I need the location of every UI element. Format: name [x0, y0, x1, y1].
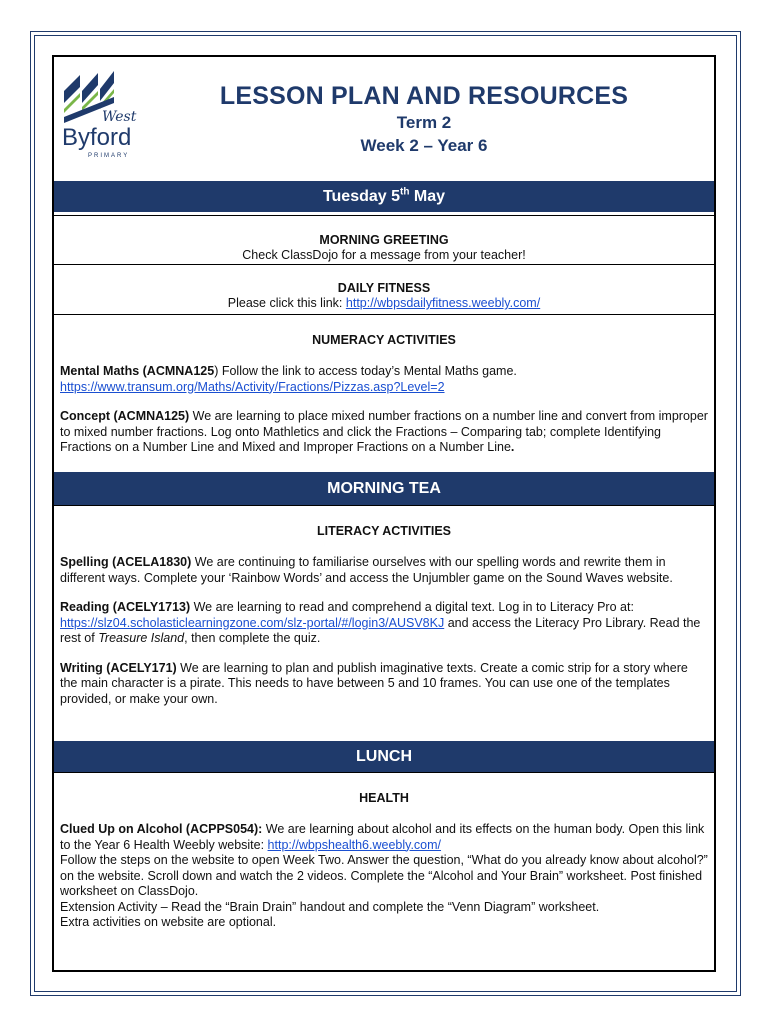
extra-activities-text: Extra activities on website are optional. [60, 915, 277, 929]
mental-maths-paragraph [54, 364, 714, 395]
spelling-paragraph [54, 555, 714, 586]
concept-text: We are learning to place mixed number fractions on a number line and convert from improper to mixed number fractions. Log onto Mathletics and click the Fractions – Comparing tab; complete Identifying Fractions on a Number Line and Mixed and Improper Fractions on a Number Line [60, 409, 708, 454]
literacy-pro-link[interactable]: https://slz04.scholasticlearningzone.com/slz-portal/#/login3/AUSV8KJ [60, 615, 445, 630]
morning-greeting-text: Check ClassDojo for a message from your teacher! [242, 248, 526, 262]
lunch-banner: LUNCH [54, 741, 714, 772]
health-paragraph [54, 822, 714, 931]
health-text-1: We are learning about alcohol and its effects on the human body. Open this link to the Year 6 Health Weebly website: [60, 822, 705, 852]
month-text: May [409, 188, 446, 205]
health-text-2: Follow the steps on the website to open Week Two. Answer the question, “What do you already know about alcohol?” on the website. Scroll down and watch the 2 videos. Complete the “Alcohol and Your Brain” worksheet. Post finished worksheet on ClassDojo. [60, 853, 708, 898]
term-label: Term 2 [396, 113, 452, 132]
mental-maths-link[interactable]: https://www.transum.org/Maths/Activity/Fractions/Pizzas.asp?Level=2 [60, 379, 445, 394]
reading-text-3: , then complete the quiz. [184, 631, 321, 645]
mental-maths-label: Mental Maths (ACMNA125 [60, 364, 215, 378]
health-weebly-link[interactable]: http://wbpshealth6.weebly.com/ [267, 837, 442, 852]
reading-label: Reading (ACELY1713) [60, 600, 191, 614]
spelling-label: Spelling (ACELA1830) [60, 555, 192, 569]
svg-text:Byford: Byford [62, 124, 132, 151]
numeracy-heading: NUMERACY ACTIVITIES [312, 333, 456, 347]
page-header [54, 57, 714, 181]
reading-text-2: and access the Literacy Pro Library. Read the rest of [60, 615, 701, 645]
writing-paragraph [54, 661, 714, 708]
daily-fitness-link[interactable]: http://wbpsdailyfitness.weebly.com/ [345, 296, 541, 310]
spelling-text: We are continuing to familiarise ourselves with our spelling words and rewrite them in different ways. Complete your ‘Rainbow Words’ and access the Unjumbler game on the Sound Waves website. [60, 555, 673, 585]
health-section [54, 772, 714, 970]
svg-text:PRIMARY: PRIMARY [88, 153, 130, 159]
reading-paragraph [54, 600, 714, 647]
day-text: Tuesday 5 [322, 188, 401, 205]
literacy-heading: LITERACY ACTIVITIES [316, 524, 452, 538]
daily-fitness-heading: DAILY FITNESS [337, 281, 431, 295]
svg-text:West: West [102, 109, 137, 125]
morning-greeting-section [54, 215, 714, 264]
writing-text: We are learning to plan and publish imaginative texts. Create a comic strip for a story where the main character is a pirate. This needs to have between 5 and 10 frames. You can use one of the templates provided, or make your own. [60, 660, 688, 706]
concept-label: Concept (ACMNA125) [60, 409, 190, 423]
extension-activity-text: Extension Activity – Read the “Brain Drain” handout and complete the “Venn Diagram” worksheet. [60, 899, 600, 914]
concept-end: . [510, 440, 515, 454]
school-logo [58, 63, 148, 163]
day-banner [54, 181, 714, 212]
daily-fitness-line [54, 296, 714, 311]
page-title: LESSON PLAN AND RESOURCES [219, 82, 629, 110]
mental-maths-text: ) Follow the link to access today’s Mental Maths game. [214, 364, 517, 378]
morning-tea-banner: MORNING TEA [54, 472, 714, 505]
daily-fitness-section [54, 264, 714, 314]
week-label: Week 2 – Year 6 [360, 136, 488, 155]
day-suffix: th [400, 186, 410, 198]
health-heading: HEALTH [359, 791, 409, 805]
morning-greeting-heading: MORNING GREETING [319, 233, 449, 247]
numeracy-section [54, 314, 714, 472]
writing-label: Writing (ACELY171) [60, 660, 177, 675]
lesson-plan-page [52, 55, 716, 972]
health-label: Clued Up on Alcohol (ACPPS054): [60, 822, 263, 836]
concept-paragraph [54, 409, 714, 456]
literacy-section [54, 505, 714, 741]
reading-text-1: We are learning to read and comprehend a digital text. Log in to Literacy Pro at: [190, 600, 634, 614]
book-title: Treasure Island [98, 631, 185, 645]
daily-fitness-text: Please click this link: [227, 296, 346, 310]
